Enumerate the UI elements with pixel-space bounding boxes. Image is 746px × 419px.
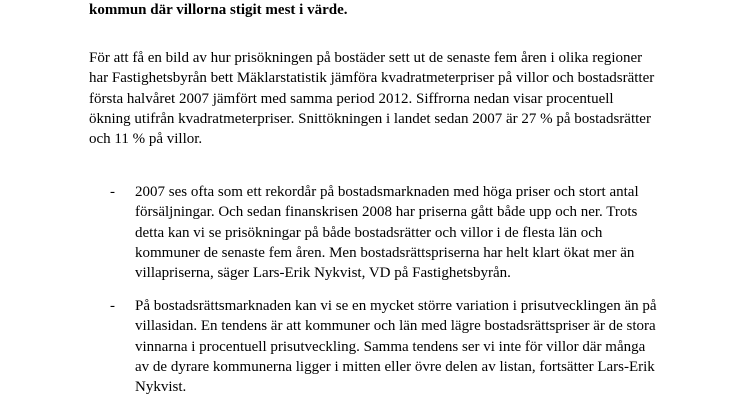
bullet-dash: - bbox=[110, 298, 115, 314]
bullet-dash: - bbox=[110, 184, 115, 200]
paragraph-line: har Fastighetsbyrån bett Mäklarstatistik jämföra kvadratmeterpriser på villor och bostadsrätter bbox=[89, 70, 655, 87]
paragraph-line: första halvåret 2007 jämfört med samma period 2012. Siffrorna nedan visar procentuell bbox=[89, 90, 614, 107]
intro-paragraph bbox=[89, 48, 709, 149]
bullet-line: detta kan vi se prisökningar på både bostadsrätter och villor i de flesta län och bbox=[135, 224, 603, 241]
bullet-line: av de dyrare kommunerna ligger i mitten eller övre delen av listan, fortsätter Lars-Erik bbox=[135, 358, 655, 375]
bullet-line: villapriserna, säger Lars-Erik Nykvist, VD på Fastighetsbyrån. bbox=[135, 265, 511, 282]
bullet-line: försäljningar. Och sedan finanskrisen 2008 har priserna gått både upp och ner. Trots bbox=[135, 204, 638, 221]
paragraph-line: För att få en bild av hur prisökningen på bostäder sett ut de senaste fem åren i olika regioner bbox=[89, 50, 643, 66]
paragraph-line: ökning utifrån kvadratmeterpriser. Snittökningen i landet sedan 2007 är 27 % på bostadsrätter bbox=[89, 110, 651, 127]
bullet-line: Nykvist. bbox=[135, 379, 187, 396]
bullet-line: På bostadsrättsmarknaden kan vi se en mycket större variation i prisutvecklingen än på bbox=[135, 298, 657, 314]
bullet-line: kommuner de senaste fem åren. Men bostadsrättspriserna har helt klart ökat mer än bbox=[135, 244, 635, 261]
paragraph-line: och 11 % på villor. bbox=[89, 131, 203, 148]
bullet-text bbox=[135, 182, 639, 283]
bullet-line: 2007 ses ofta som ett rekordår på bostadsmarknaden med höga priser och stort antal bbox=[135, 184, 639, 200]
bullet-text bbox=[135, 296, 657, 397]
bullet-line: villasidan. En tendens är att kommuner och län med lägre bostadsrättspriser är de stora bbox=[135, 318, 656, 335]
bullet-line: vinnarna i procentuell prisutveckling. Samma tendens ser vi inte för villor där många bbox=[135, 338, 646, 355]
section-heading: kommun där villorna stigit mest i värde. bbox=[89, 2, 348, 18]
